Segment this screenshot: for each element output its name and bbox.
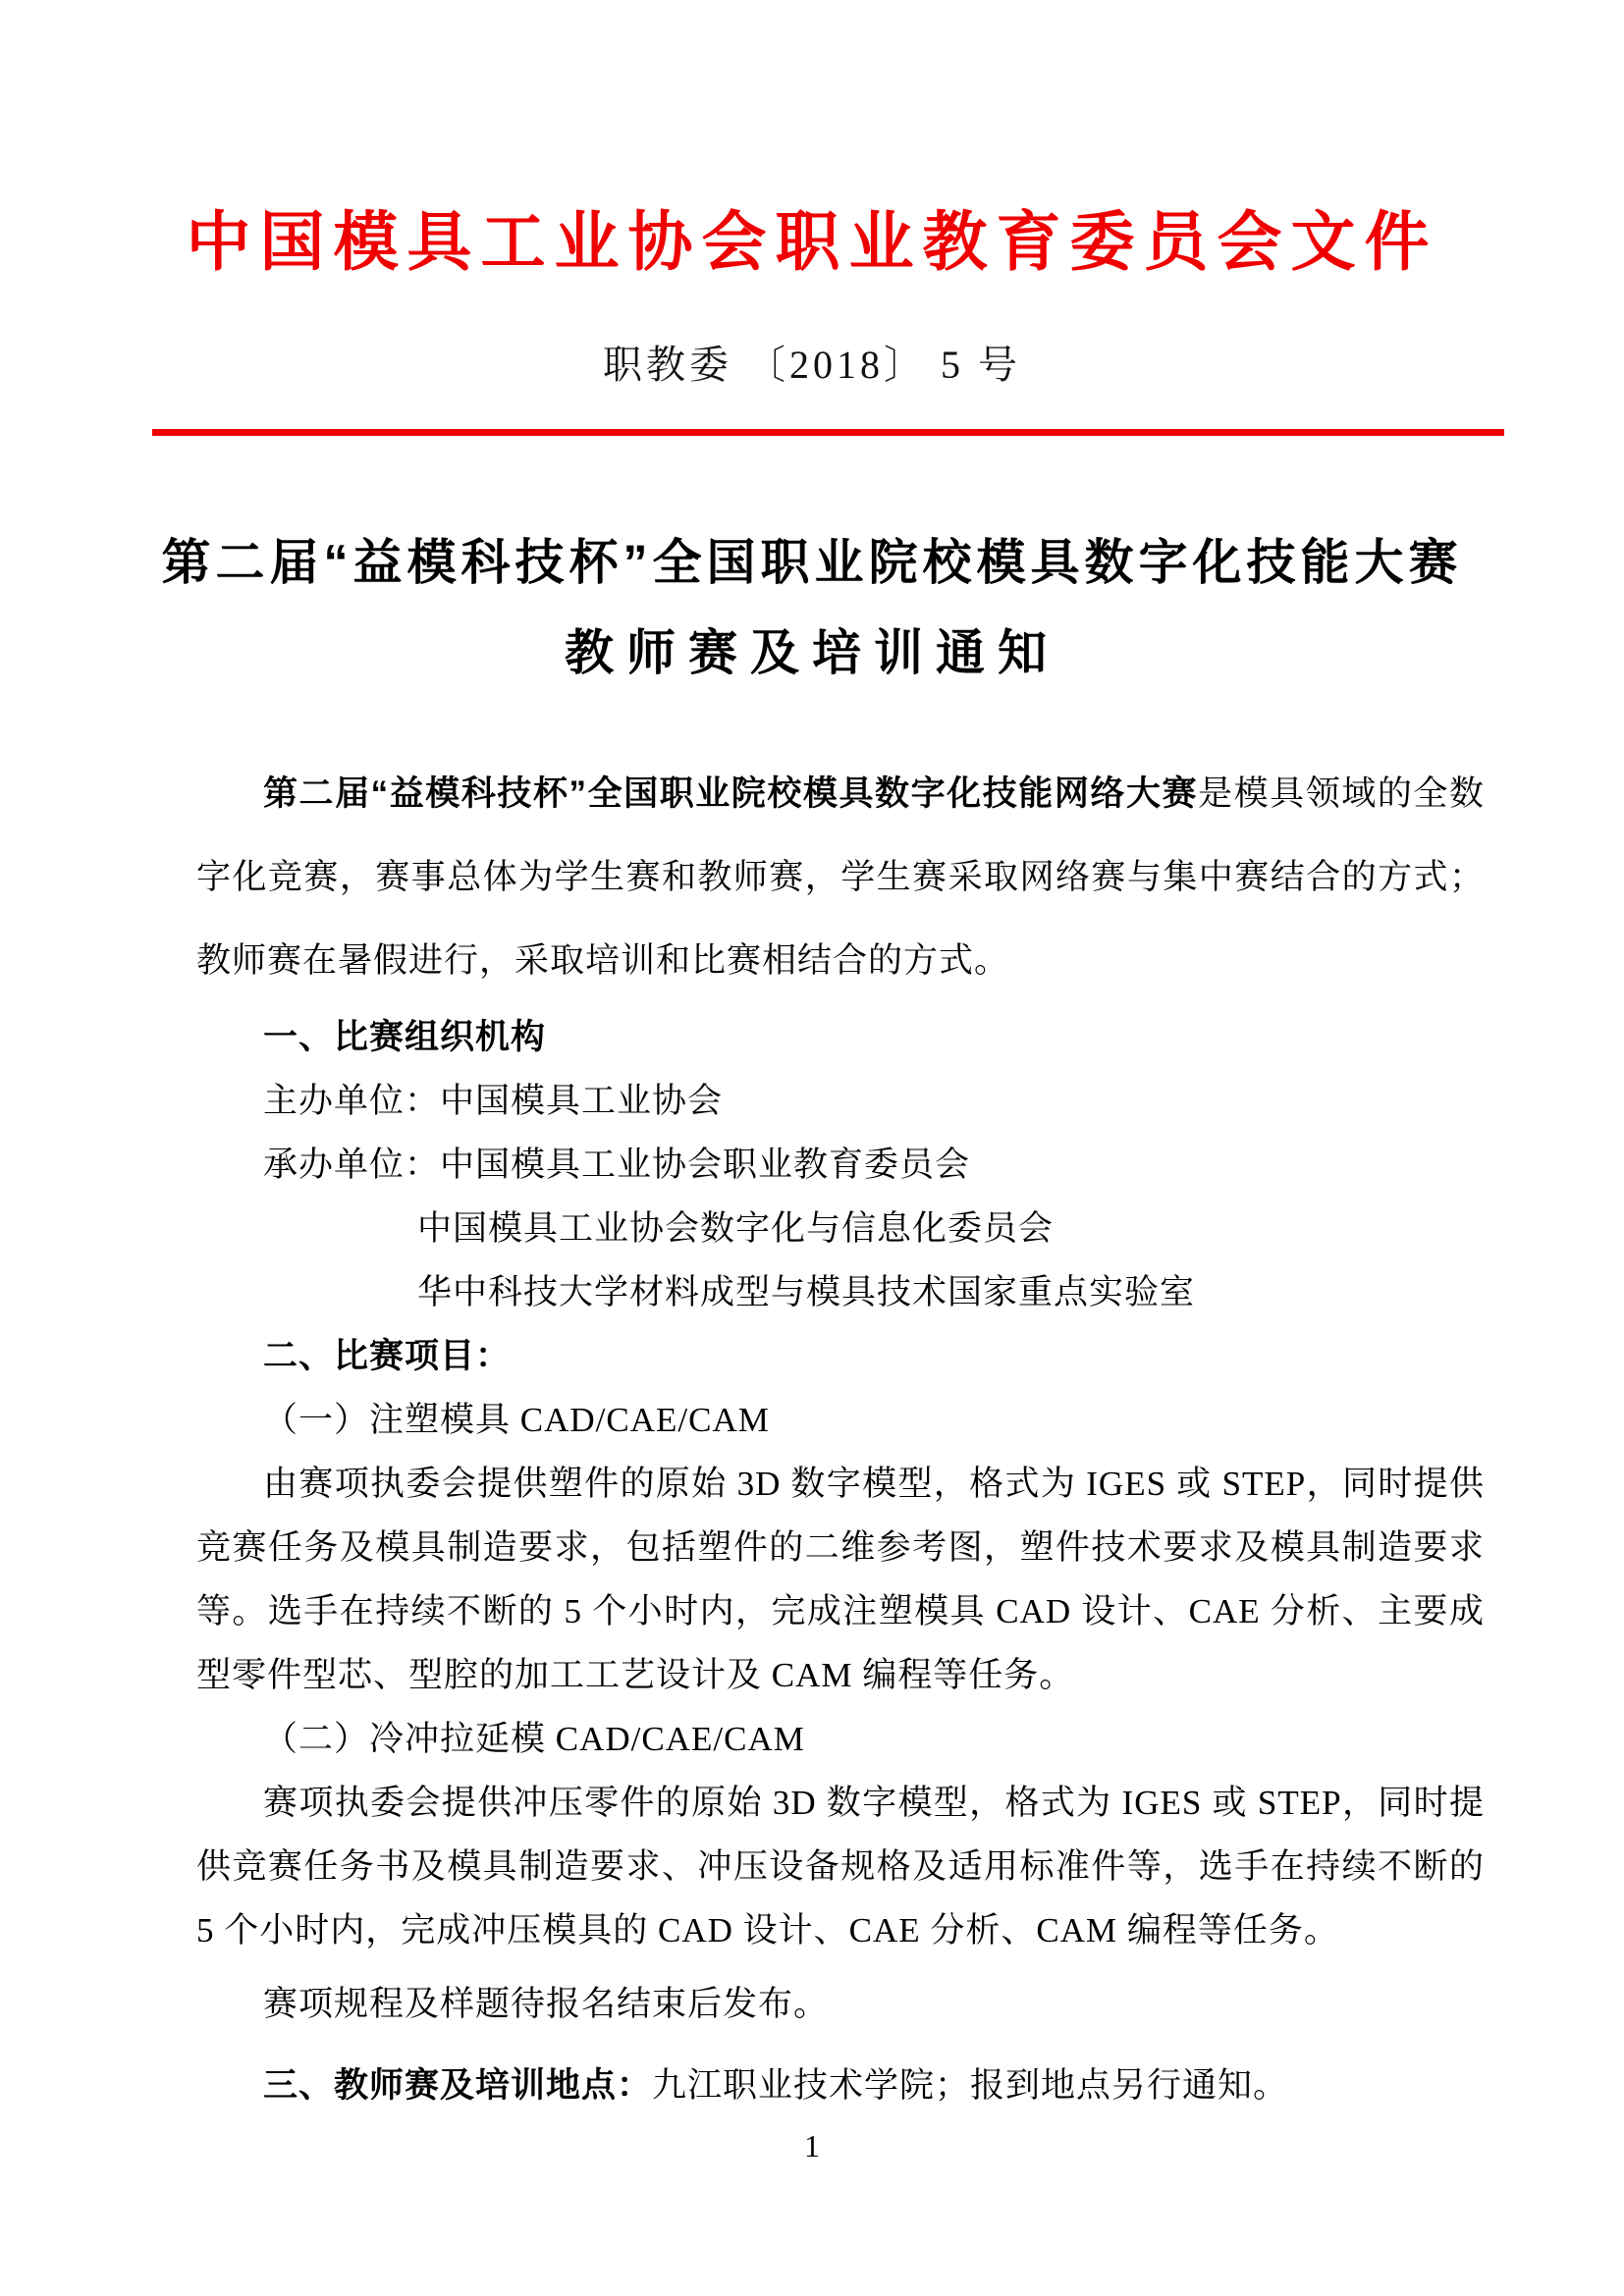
doc-title	[0, 517, 1624, 698]
event1-description: 由赛项执委会提供塑件的原始 3D 数字模型，格式为 IGES 或 STEP，同时提供竞赛任务及模具制造要求，包括塑件的二维参考图，塑件技术要求及模具制造要求等。选手在持续不断的 5 个小时内，完成注塑模具 CAD 设计、CAE 分析、主要成型零件型芯、型腔的加工工艺设计及 CAM 编程等任务。	[196, 1465, 1485, 1694]
section3-heading-rest: 九江职业技术学院；报到地点另行通知。	[652, 2066, 1289, 2105]
event2-title: （二）冷冲拉延模 CAD/CAE/CAM	[263, 1720, 805, 1758]
intro-bold-lead: 第二届“益模科技杯”全国职业院校模具数字化技能网络大赛	[263, 774, 1199, 813]
section2-heading: 二、比赛项目：	[263, 1337, 512, 1375]
doc-title-line2: 教师赛及培训通知	[565, 625, 1059, 680]
organizer-unit-line3: 华中科技大学材料成型与模具技术国家重点实验室	[417, 1273, 1196, 1311]
intro-paragraph	[196, 752, 1485, 1002]
document-body	[0, 752, 1624, 2117]
page-number: 1	[804, 2128, 820, 2163]
section3-line	[196, 2054, 1485, 2117]
organizer-unit-line1: 承办单位：中国模具工业协会职业教育委员会	[263, 1146, 971, 1184]
host-unit-line: 主办单位：中国模具工业协会	[263, 1082, 724, 1120]
doc-number: 职教委 〔2018〕 5 号	[603, 343, 1021, 387]
event1-title: （一）注塑模具 CAD/CAE/CAM	[263, 1401, 770, 1439]
org-title: 中国模具工业协会职业教育委员会文件	[186, 207, 1438, 279]
event2-description: 赛项执委会提供冲压零件的原始 3D 数字模型，格式为 IGES 或 STEP，同时提供竞赛任务书及模具制造要求、冲压设备规格及适用标准件等，选手在持续不断的 5 个小时内，完成冲压模具的 CAD 设计、CAE 分析、CAM 编程等任务。	[196, 1784, 1485, 1949]
section3-heading-bold: 三、教师赛及培训地点：	[263, 2066, 653, 2105]
section1-heading: 一、比赛组织机构	[263, 1018, 547, 1056]
organizer-unit-line2: 中国模具工业协会数字化与信息化委员会	[417, 1209, 1055, 1248]
intro-rest: 是模具领域的全数字化竞赛，赛事总体为学生赛和教师赛，学生赛采取网络赛与集中赛结合的方式；教师赛在暑假进行，采取培训和比赛相结合的方式。	[196, 774, 1485, 980]
doc-title-line1: 第二届“益模科技杯”全国职业院校模具数字化技能大赛	[161, 535, 1463, 590]
rules-note: 赛项规程及样题待报名结束后发布。	[263, 1985, 830, 2023]
red-divider-line	[152, 429, 1504, 436]
